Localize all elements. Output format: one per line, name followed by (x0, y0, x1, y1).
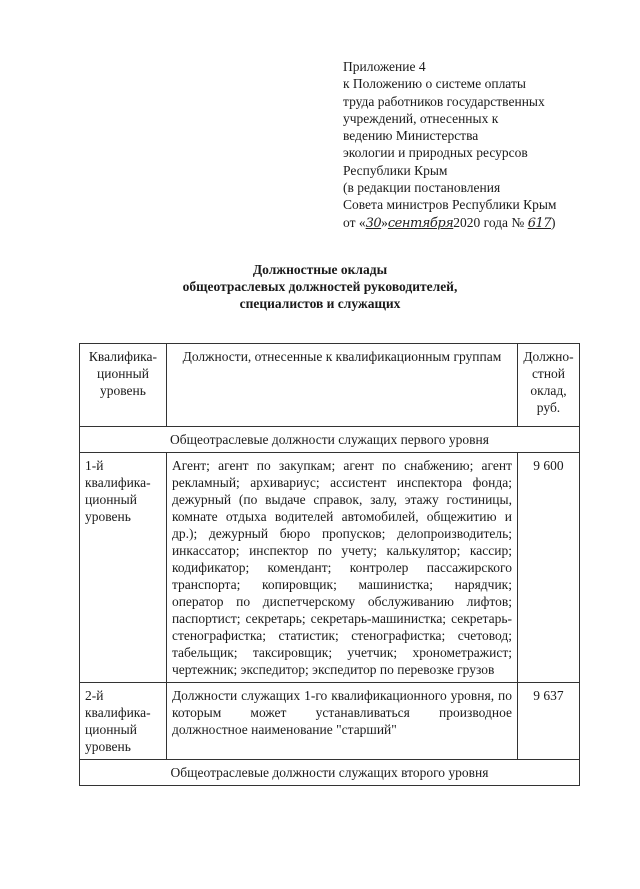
appendix-date-line (343, 214, 556, 232)
date-year: 2020 года № (453, 214, 525, 230)
appendix-line: учреждений, отнесенных к (343, 110, 499, 126)
appendix-line: труда работников государственных (343, 93, 545, 109)
header-level: Квалифика-ционный уровень (80, 344, 167, 427)
row-salary: 9 637 (517, 683, 579, 760)
handwritten-number: 617 (527, 215, 552, 231)
group-heading-2: Общеотраслевые должности служащих второго уровня (80, 760, 580, 786)
row-level: 2-й квалифика-ционный уровень (80, 683, 167, 760)
row-positions: Должности служащих 1-го квалификационного уровня, по которым может устанавливаться производное должностное наименование "старший" (166, 683, 517, 760)
title-line: общеотраслевых должностей руководителей, (182, 279, 458, 294)
salary-table (79, 343, 580, 786)
table-row (80, 453, 580, 683)
table-row (80, 683, 580, 760)
document-title (0, 261, 640, 312)
header-positions: Должности, отнесенные к квалификационным группам (166, 344, 517, 427)
closing-paren: ) (551, 214, 556, 230)
title-line: Должностные оклады (252, 262, 388, 277)
group-row (80, 427, 580, 453)
date-prefix: от « (343, 214, 366, 230)
appendix-line: ведению Министерства (343, 128, 479, 144)
title-line: специалистов и служащих (239, 296, 401, 311)
date-mid: » (381, 214, 388, 230)
handwritten-day: 30 (365, 215, 382, 231)
appendix-line: Республики Крым (343, 162, 448, 178)
header-salary: Должно-стной оклад, руб. (517, 344, 579, 427)
appendix-line: (в редакции постановления (343, 180, 501, 196)
appendix-line: экологии и природных ресурсов (343, 145, 528, 161)
row-salary: 9 600 (517, 453, 579, 683)
table-header-row (80, 344, 580, 427)
appendix-note (343, 58, 556, 232)
group-row (80, 760, 580, 786)
row-level: 1-й квалифика-ционный уровень (80, 453, 167, 683)
appendix-line: к Положению о системе оплаты (343, 76, 526, 92)
group-heading-1: Общеотраслевые должности служащих первого уровня (80, 427, 580, 453)
row-positions: Агент; агент по закупкам; агент по снабжению; агент рекламный; архивариус; ассистент инспектора фонда; дежурный (по выдаче справок, залу, этажу гостиницы, комнате отдыха водителей автомобилей, общежитию и др.); дежурный бюро пропусков; делопроизводитель; инкассатор; инспектор по учету; калькулятор; кассир; кодификатор; комендант; контролер пассажирского транспорта; копировщик; машинистка; нарядчик; оператор по диспетчерскому обслуживанию лифтов; паспортист; секретарь; секретарь-машинистка; секретарь-стенографистка; статистик; стенографистка; счетовод; табельщик; таксировщик; учетчик; хронометражист; чертежник; экспедитор; экспедитор по перевозке грузов (166, 453, 517, 683)
appendix-line: Приложение 4 (343, 59, 426, 74)
handwritten-month: сентября (387, 215, 454, 231)
appendix-line: Совета министров Республики Крым (343, 197, 557, 213)
